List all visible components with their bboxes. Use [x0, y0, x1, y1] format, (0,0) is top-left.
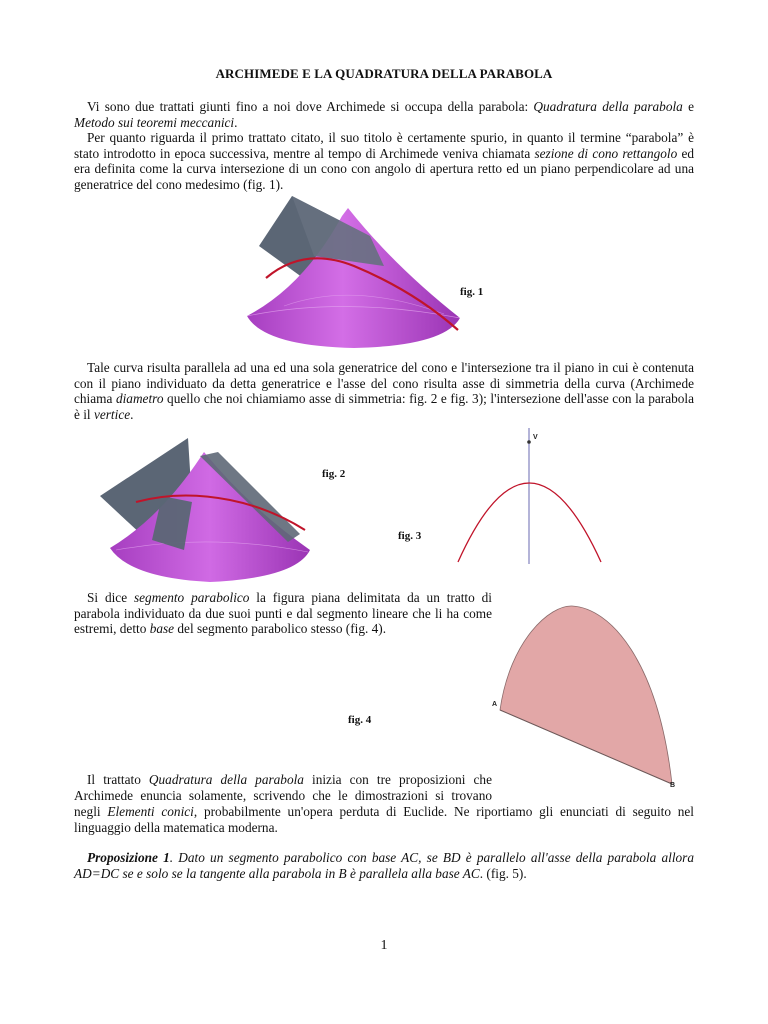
paragraph-axis: [74, 360, 694, 422]
point-a-label: A: [492, 701, 498, 708]
paragraph-segment-text-3: del segmento parabolico stesso (fig. 4).: [174, 621, 387, 636]
term-vertice: vertice: [93, 406, 131, 422]
term-base: base: [149, 621, 175, 636]
paragraph-segment: [74, 590, 492, 637]
paragraph-intro: [74, 99, 694, 130]
point-b-label: B: [670, 782, 676, 789]
paragraph-treatise-line2: Archimede enuncia solamente, scrivendo che le dimostrazioni si trovano: [74, 788, 492, 803]
paragraph-axis-text-2: quello che noi chiamiamo asse di simmetria: fig. 2 e fig. 3); l'intersezione dell'asse con la parabola è il: [74, 391, 694, 422]
proposition-1-dot: .: [169, 850, 174, 865]
paragraph-segment-text-2: la figura piana delimitata da un tratto di parabola individuato da due suoi punti e dal segmento lineare che li ha come estremi, detto: [74, 590, 492, 636]
paragraph-definition-text-2: ed era definita come la curva intersezione di un cono con angolo di apertura retto ed un piano perpendicolare ad una generatrice del cono medesimo (fig. 1).: [74, 145, 695, 192]
figure-2-label: fig. 2: [322, 468, 346, 480]
paragraph-treatise-line1: [74, 772, 492, 788]
term-sezione-cono: sezione di cono rettangolo: [534, 145, 678, 161]
proposition-1: [74, 850, 694, 881]
term-segmento-parabolico: segmento parabolico: [133, 590, 250, 605]
paragraph-segment-text: Si dice: [87, 590, 134, 605]
figure-1-cone-plane: [244, 196, 464, 348]
vertex-label: V: [533, 434, 538, 441]
term-diametro: diametro: [115, 391, 164, 406]
treatise-title-metodo: Metodo sui teoremi meccanici: [74, 114, 235, 130]
paragraph-treatise-text-4: , probabilmente un'opera perduta di Euclide. Ne riportiamo gli enunciati di seguito nel linguaggio della matematica moderna.: [74, 804, 694, 835]
treatise-title-quadratura: Quadratura della parabola: [533, 99, 683, 114]
figure-2-cone-plane: [100, 438, 312, 582]
paragraph-treatise-text: Il trattato: [87, 772, 149, 787]
figure-1-label: fig. 1: [460, 286, 484, 298]
treatise-title-quadratura-2: Quadratura della parabola: [148, 772, 304, 787]
paragraph-treatise-rest: [74, 804, 694, 835]
vertex-point: [527, 440, 531, 444]
figure-4-label: fig. 4: [348, 714, 372, 726]
paragraph-definition-text: Per quanto riguarda il primo trattato citato, il suo titolo è certamente spurio, in quanto il termine “parabola” è stato introdotto in epoca successiva, mentre al tempo di Archimede veniva chiamata: [74, 130, 694, 161]
proposition-1-label: Proposizione 1: [87, 850, 170, 865]
term-elementi-conici: Elementi conici: [107, 804, 194, 819]
paragraph-intro-text-2: e: [682, 99, 694, 114]
paragraph-intro-text-3: .: [234, 114, 238, 130]
paragraph-axis-text-3: .: [130, 406, 134, 422]
paragraph-axis-text: Tale curva risulta parallela ad una ed una sola generatrice del cono e l'intersezione tra il piano in cui è contenuta con il piano individuato da detta generatrice e l'asse del cono risulta asse di simmetria della curva (Archimede chiama: [74, 360, 694, 406]
paragraph-intro-text: Vi sono due trattati giunti fino a noi dove Archimede si occupa della parabola:: [87, 99, 534, 114]
figure-3-label: fig. 3: [398, 530, 422, 542]
paragraph-treatise-text-2: inizia con tre proposizioni che: [303, 772, 492, 787]
proposition-1-tail: . (fig. 5).: [479, 865, 527, 881]
figure-3-parabola-axis: [424, 426, 630, 566]
paragraph-treatise-text-3: negli: [74, 804, 108, 819]
page-title: ARCHIMEDE E LA QUADRATURA DELLA PARABOLA: [215, 66, 553, 81]
figure-4-parabolic-segment: [490, 600, 680, 792]
parabolic-segment-area: [500, 606, 672, 784]
proposition-1-text: Dato un segmento parabolico con base AC, se BD è parallelo all'asse della parabola allora AD=DC se e solo se la tangente alla parabola in B è parallela alla base AC: [74, 850, 694, 881]
page-number: 1: [380, 938, 388, 953]
paragraph-definition: [74, 130, 694, 192]
